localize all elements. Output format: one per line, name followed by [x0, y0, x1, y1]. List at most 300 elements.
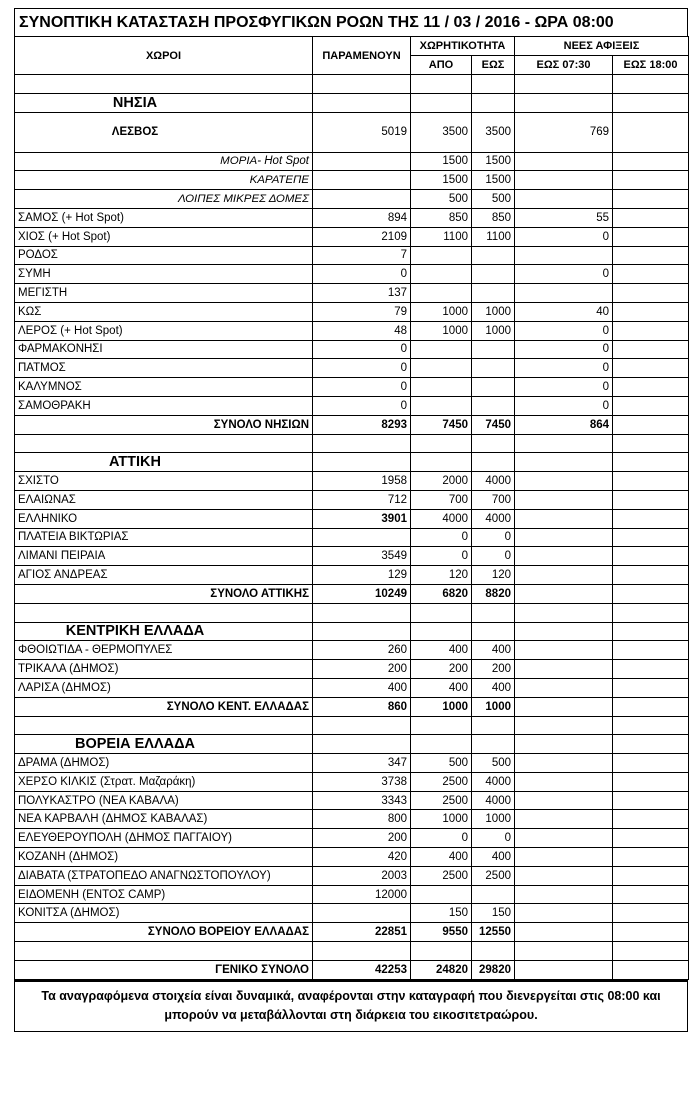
empty-cell [313, 603, 411, 622]
place-name: ΛΕΣΒΟΣ [15, 112, 313, 152]
place-name: ΚΑΛΥΜΝΟΣ [15, 378, 313, 397]
place-name: ΛΑΡΙΣΑ (ΔΗΜΟΣ) [15, 678, 313, 697]
table-row [15, 641, 689, 660]
capacity-from-value: 700 [411, 490, 472, 509]
arrivals-0730-value [515, 528, 613, 547]
total-row-north [15, 923, 689, 942]
place-name: ΜΕΓΙΣΤΗ [15, 284, 313, 303]
arrivals-0730-value [515, 772, 613, 791]
place-name: ΣΑΜΟΣ (+ Hot Spot) [15, 208, 313, 227]
arrivals-0730-value [515, 246, 613, 265]
empty-cell [515, 93, 613, 112]
region-heading-row [15, 735, 689, 754]
arrivals-0730-value [515, 566, 613, 585]
empty-cell [613, 93, 689, 112]
place-name: ΣΥΝΟΛΟ ΒΟΡΕΙΟΥ ΕΛΛΑΔΑΣ [15, 923, 313, 942]
capacity-to-value: 1000 [472, 302, 515, 321]
remaining-value: 10249 [313, 584, 411, 603]
arrivals-1800-value [613, 641, 689, 660]
header-arrivals-0730: ΕΩΣ 07:30 [515, 56, 613, 75]
capacity-to-value: 500 [472, 754, 515, 773]
arrivals-1800-value [613, 265, 689, 284]
capacity-to-value: 120 [472, 566, 515, 585]
empty-cell [613, 942, 689, 961]
place-name: ΕΛΑΙΩΝΑΣ [15, 490, 313, 509]
empty-cell [472, 622, 515, 641]
place-name: ΚΩΣ [15, 302, 313, 321]
place-name: ΕΙΔΟΜΕΝΗ (ΕΝΤΟΣ CAMP) [15, 885, 313, 904]
arrivals-0730-value [515, 866, 613, 885]
table-row [15, 660, 689, 679]
empty-cell [613, 603, 689, 622]
table-row-lesvos-sub [15, 171, 689, 190]
table-row [15, 885, 689, 904]
capacity-from-value [411, 396, 472, 415]
capacity-to-value [472, 265, 515, 284]
remaining-value: 0 [313, 265, 411, 284]
capacity-from-value: 1500 [411, 152, 472, 171]
remaining-value: 860 [313, 697, 411, 716]
region-heading-row [15, 93, 689, 112]
table-row [15, 848, 689, 867]
empty-cell [472, 603, 515, 622]
capacity-from-value [411, 246, 472, 265]
arrivals-1800-value [613, 340, 689, 359]
place-name: ΤΡΙΚΑΛΑ (ΔΗΜΟΣ) [15, 660, 313, 679]
capacity-to-value: 0 [472, 528, 515, 547]
empty-cell [411, 942, 472, 961]
capacity-from-value: 6820 [411, 584, 472, 603]
table-row [15, 509, 689, 528]
footnote: Τα αναγραφόμενα στοιχεία είναι δυναμικά, αναφέρονται στην καταγραφή που διενεργείται στις 08:00 και μπορούν να μεταβάλλονται στη διάρκεια του εικοσιτετραώρου. [14, 980, 688, 1032]
capacity-from-value: 200 [411, 660, 472, 679]
capacity-to-value: 1000 [472, 697, 515, 716]
place-name: ΧΙΟΣ (+ Hot Spot) [15, 227, 313, 246]
empty-cell [515, 716, 613, 735]
arrivals-0730-value [515, 152, 613, 171]
total-row-islands [15, 415, 689, 434]
capacity-to-value: 200 [472, 660, 515, 679]
remaining-value: 137 [313, 284, 411, 303]
capacity-from-value: 2500 [411, 791, 472, 810]
arrivals-0730-value [515, 904, 613, 923]
arrivals-1800-value [613, 152, 689, 171]
capacity-to-value [472, 340, 515, 359]
capacity-to-value [472, 396, 515, 415]
remaining-value [313, 152, 411, 171]
total-row-central [15, 697, 689, 716]
arrivals-1800-value [613, 246, 689, 265]
arrivals-1800-value [613, 112, 689, 152]
empty-cell [15, 716, 313, 735]
remaining-value: 1958 [313, 472, 411, 491]
table-row [15, 754, 689, 773]
capacity-to-value: 1500 [472, 171, 515, 190]
arrivals-0730-value: 0 [515, 359, 613, 378]
table-row-lesvos [15, 112, 689, 152]
capacity-from-value [411, 378, 472, 397]
region-heading: ΑΤΤΙΚΗ [15, 453, 313, 472]
place-name: ΚΑΡΑΤΕΠΕ [15, 171, 313, 190]
arrivals-0730-value [515, 885, 613, 904]
empty-cell [411, 622, 472, 641]
header-arrivals-1800: ΕΩΣ 18:00 [613, 56, 689, 75]
arrivals-0730-value: 0 [515, 227, 613, 246]
place-name: ΣΧΙΣΤΟ [15, 472, 313, 491]
empty-cell [472, 735, 515, 754]
capacity-to-value: 150 [472, 904, 515, 923]
table-row-lesvos-sub [15, 152, 689, 171]
table-row [15, 490, 689, 509]
table-row [15, 265, 689, 284]
arrivals-0730-value [515, 641, 613, 660]
remaining-value: 12000 [313, 885, 411, 904]
arrivals-1800-value [613, 660, 689, 679]
arrivals-1800-value [613, 509, 689, 528]
capacity-from-value: 24820 [411, 960, 472, 979]
region-heading: ΚΕΝΤΡΙΚΗ ΕΛΛΑΔΑ [15, 622, 313, 641]
arrivals-0730-value: 40 [515, 302, 613, 321]
arrivals-1800-value [613, 472, 689, 491]
empty-cell [515, 622, 613, 641]
table-row [15, 396, 689, 415]
arrivals-0730-value [515, 678, 613, 697]
empty-cell [515, 942, 613, 961]
empty-cell [313, 434, 411, 453]
place-name: ΣΑΜΟΘΡΑΚΗ [15, 396, 313, 415]
arrivals-1800-value [613, 904, 689, 923]
empty-cell [515, 434, 613, 453]
place-name: ΣΥΝΟΛΟ ΑΤΤΙΚΗΣ [15, 584, 313, 603]
capacity-from-value [411, 359, 472, 378]
place-name: ΣΥΜΗ [15, 265, 313, 284]
capacity-to-value: 1100 [472, 227, 515, 246]
capacity-from-value: 500 [411, 754, 472, 773]
grand-total-row [15, 960, 689, 979]
capacity-from-value: 400 [411, 678, 472, 697]
capacity-from-value [411, 284, 472, 303]
place-name: ΚΟΝΙΤΣΑ (ΔΗΜΟΣ) [15, 904, 313, 923]
remaining-value: 200 [313, 829, 411, 848]
capacity-from-value: 1500 [411, 171, 472, 190]
place-name: ΑΓΙΟΣ ΑΝΔΡΕΑΣ [15, 566, 313, 585]
empty-cell [411, 716, 472, 735]
region-heading: ΒΟΡΕΙΑ ΕΛΛΑΔΑ [15, 735, 313, 754]
region-heading-row [15, 453, 689, 472]
table-row [15, 678, 689, 697]
empty-cell [515, 603, 613, 622]
capacity-to-value: 4000 [472, 772, 515, 791]
place-name: ΡΟΔΟΣ [15, 246, 313, 265]
place-name: ΠΛΑΤΕΙΑ ΒΙΚΤΩΡΙΑΣ [15, 528, 313, 547]
capacity-from-value: 0 [411, 547, 472, 566]
arrivals-1800-value [613, 359, 689, 378]
remaining-value: 347 [313, 754, 411, 773]
capacity-from-value: 1000 [411, 321, 472, 340]
remaining-value: 129 [313, 566, 411, 585]
empty-cell [613, 716, 689, 735]
remaining-value [313, 904, 411, 923]
arrivals-1800-value [613, 885, 689, 904]
arrivals-1800-value [613, 848, 689, 867]
capacity-to-value [472, 885, 515, 904]
arrivals-1800-value [613, 754, 689, 773]
capacity-from-value: 7450 [411, 415, 472, 434]
arrivals-0730-value [515, 829, 613, 848]
capacity-from-value: 1100 [411, 227, 472, 246]
remaining-value: 420 [313, 848, 411, 867]
arrivals-1800-value [613, 866, 689, 885]
table-row-lesvos-sub [15, 190, 689, 209]
empty-cell [15, 942, 313, 961]
capacity-to-value: 700 [472, 490, 515, 509]
capacity-from-value: 850 [411, 208, 472, 227]
capacity-to-value: 4000 [472, 472, 515, 491]
place-name: ΚΟΖΑΝΗ (ΔΗΜΟΣ) [15, 848, 313, 867]
remaining-value [313, 190, 411, 209]
remaining-value: 3343 [313, 791, 411, 810]
place-name: ΣΥΝΟΛΟ ΝΗΣΙΩΝ [15, 415, 313, 434]
remaining-value [313, 171, 411, 190]
table-row [15, 528, 689, 547]
capacity-from-value: 400 [411, 641, 472, 660]
header-row-top [15, 37, 689, 56]
table-row [15, 378, 689, 397]
arrivals-1800-value [613, 378, 689, 397]
capacity-from-value: 2500 [411, 866, 472, 885]
remaining-value: 894 [313, 208, 411, 227]
report-title: ΣΥΝΟΠΤΙΚΗ ΚΑΤΑΣΤΑΣΗ ΠΡΟΣΦΥΓΙΚΩΝ ΡΟΩΝ ΤΗΣ 11 / 03 / 2016 - ΩΡΑ 08:00 [14, 8, 688, 36]
remaining-value: 22851 [313, 923, 411, 942]
place-name: ΝΕΑ ΚΑΡΒΑΛΗ (ΔΗΜΟΣ ΚΑΒΑΛΑΣ) [15, 810, 313, 829]
arrivals-0730-value: 0 [515, 265, 613, 284]
arrivals-1800-value [613, 302, 689, 321]
table-row [15, 359, 689, 378]
place-name: ΦΘΟΙΩΤΙΔΑ - ΘΕΡΜΟΠΥΛΕΣ [15, 641, 313, 660]
capacity-from-value: 150 [411, 904, 472, 923]
empty-cell [313, 453, 411, 472]
capacity-from-value: 2000 [411, 472, 472, 491]
place-name: ΔΡΑΜΑ (ΔΗΜΟΣ) [15, 754, 313, 773]
arrivals-1800-value [613, 584, 689, 603]
header-capacity-from: ΑΠΟ [411, 56, 472, 75]
remaining-value: 8293 [313, 415, 411, 434]
arrivals-1800-value [613, 960, 689, 979]
arrivals-0730-value: 0 [515, 396, 613, 415]
capacity-from-value [411, 340, 472, 359]
empty-cell [613, 622, 689, 641]
arrivals-0730-value [515, 472, 613, 491]
place-name: ΜΟΡΙΑ- Hot Spot [15, 152, 313, 171]
table-row [15, 246, 689, 265]
capacity-from-value: 0 [411, 528, 472, 547]
remaining-value: 42253 [313, 960, 411, 979]
empty-cell [313, 622, 411, 641]
arrivals-1800-value [613, 490, 689, 509]
empty-cell [613, 735, 689, 754]
remaining-value: 3738 [313, 772, 411, 791]
remaining-value: 3549 [313, 547, 411, 566]
capacity-to-value: 29820 [472, 960, 515, 979]
capacity-from-value: 1000 [411, 697, 472, 716]
place-name: ΕΛΕΥΘΕΡΟΥΠΟΛΗ (ΔΗΜΟΣ ΠΑΓΓΑΙΟΥ) [15, 829, 313, 848]
arrivals-1800-value [613, 772, 689, 791]
refugee-flows-table [14, 36, 689, 980]
capacity-from-value: 1000 [411, 810, 472, 829]
arrivals-0730-value [515, 848, 613, 867]
header-remaining: ΠΑΡΑΜΕΝΟΥΝ [313, 37, 411, 75]
capacity-from-value [411, 265, 472, 284]
table-row [15, 791, 689, 810]
empty-cell [313, 93, 411, 112]
arrivals-1800-value [613, 528, 689, 547]
place-name: ΛΙΜΑΝΙ ΠΕΙΡΑΙΑ [15, 547, 313, 566]
arrivals-0730-value: 769 [515, 112, 613, 152]
empty-cell [472, 453, 515, 472]
place-name: ΓΕΝΙΚΟ ΣΥΝΟΛΟ [15, 960, 313, 979]
table-row [15, 284, 689, 303]
table-row [15, 472, 689, 491]
capacity-to-value: 400 [472, 641, 515, 660]
arrivals-1800-value [613, 284, 689, 303]
table-row [15, 772, 689, 791]
region-heading-row [15, 622, 689, 641]
arrivals-0730-value [515, 754, 613, 773]
table-row [15, 340, 689, 359]
empty-cell [313, 716, 411, 735]
capacity-to-value: 500 [472, 190, 515, 209]
table-row [15, 829, 689, 848]
arrivals-1800-value [613, 190, 689, 209]
empty-cell [411, 75, 472, 94]
remaining-value: 0 [313, 378, 411, 397]
header-capacity: ΧΩΡΗΤΙΚΟΤΗΤΑ [411, 37, 515, 56]
arrivals-0730-value [515, 923, 613, 942]
remaining-value: 2109 [313, 227, 411, 246]
remaining-value: 3901 [313, 509, 411, 528]
capacity-from-value: 400 [411, 848, 472, 867]
table-row [15, 227, 689, 246]
arrivals-0730-value [515, 284, 613, 303]
arrivals-0730-value [515, 660, 613, 679]
remaining-value: 712 [313, 490, 411, 509]
arrivals-0730-value [515, 490, 613, 509]
arrivals-0730-value: 0 [515, 340, 613, 359]
spacer-row [15, 75, 689, 94]
empty-cell [515, 453, 613, 472]
arrivals-0730-value [515, 810, 613, 829]
capacity-from-value: 0 [411, 829, 472, 848]
table-row [15, 810, 689, 829]
spacer-row [15, 434, 689, 453]
remaining-value: 5019 [313, 112, 411, 152]
spacer-row [15, 942, 689, 961]
empty-cell [411, 434, 472, 453]
table-row [15, 904, 689, 923]
empty-cell [15, 75, 313, 94]
empty-cell [313, 735, 411, 754]
empty-cell [472, 716, 515, 735]
arrivals-0730-value [515, 509, 613, 528]
arrivals-1800-value [613, 227, 689, 246]
table-row [15, 208, 689, 227]
place-name: ΠΑΤΜΟΣ [15, 359, 313, 378]
capacity-from-value: 120 [411, 566, 472, 585]
capacity-to-value: 400 [472, 678, 515, 697]
place-name: ΠΟΛΥΚΑΣΤΡΟ (ΝΕΑ ΚΑΒΑΛΑ) [15, 791, 313, 810]
header-places: ΧΩΡΟΙ [15, 37, 313, 75]
place-name: ΔΙΑΒΑΤΑ (ΣΤΡΑΤΟΠΕΔΟ ΑΝΑΓΝΩΣΤΟΠΟΥΛΟΥ) [15, 866, 313, 885]
capacity-from-value: 1000 [411, 302, 472, 321]
remaining-value: 0 [313, 359, 411, 378]
empty-cell [411, 93, 472, 112]
capacity-to-value [472, 246, 515, 265]
arrivals-0730-value [515, 171, 613, 190]
arrivals-0730-value: 864 [515, 415, 613, 434]
empty-cell [411, 453, 472, 472]
place-name: ΦΑΡΜΑΚΟΝΗΣΙ [15, 340, 313, 359]
capacity-to-value: 8820 [472, 584, 515, 603]
empty-cell [472, 434, 515, 453]
place-name: ΛΕΡΟΣ (+ Hot Spot) [15, 321, 313, 340]
remaining-value: 0 [313, 340, 411, 359]
arrivals-0730-value [515, 960, 613, 979]
empty-cell [472, 75, 515, 94]
empty-cell [613, 434, 689, 453]
arrivals-1800-value [613, 415, 689, 434]
capacity-from-value: 3500 [411, 112, 472, 152]
empty-cell [411, 735, 472, 754]
remaining-value: 79 [313, 302, 411, 321]
arrivals-1800-value [613, 829, 689, 848]
capacity-from-value: 2500 [411, 772, 472, 791]
empty-cell [15, 434, 313, 453]
capacity-to-value: 1000 [472, 810, 515, 829]
spacer-row [15, 716, 689, 735]
empty-cell [472, 93, 515, 112]
capacity-to-value [472, 284, 515, 303]
capacity-to-value: 0 [472, 547, 515, 566]
empty-cell [411, 603, 472, 622]
arrivals-1800-value [613, 923, 689, 942]
header-capacity-to: ΕΩΣ [472, 56, 515, 75]
remaining-value: 48 [313, 321, 411, 340]
capacity-to-value: 2500 [472, 866, 515, 885]
capacity-from-value: 4000 [411, 509, 472, 528]
capacity-to-value: 4000 [472, 791, 515, 810]
remaining-value [313, 528, 411, 547]
capacity-to-value: 400 [472, 848, 515, 867]
empty-cell [472, 942, 515, 961]
empty-cell [613, 453, 689, 472]
arrivals-0730-value [515, 791, 613, 810]
table-row [15, 321, 689, 340]
capacity-from-value: 500 [411, 190, 472, 209]
empty-cell [313, 75, 411, 94]
arrivals-0730-value [515, 547, 613, 566]
capacity-to-value: 12550 [472, 923, 515, 942]
capacity-to-value: 1000 [472, 321, 515, 340]
place-name: ΣΥΝΟΛΟ ΚΕΝΤ. ΕΛΛΑΔΑΣ [15, 697, 313, 716]
capacity-to-value: 3500 [472, 112, 515, 152]
arrivals-0730-value: 0 [515, 321, 613, 340]
empty-cell [515, 735, 613, 754]
place-name: ΛΟΙΠΕΣ ΜΙΚΡΕΣ ΔΟΜΕΣ [15, 190, 313, 209]
spacer-row [15, 603, 689, 622]
remaining-value: 0 [313, 396, 411, 415]
capacity-from-value: 9550 [411, 923, 472, 942]
remaining-value: 800 [313, 810, 411, 829]
